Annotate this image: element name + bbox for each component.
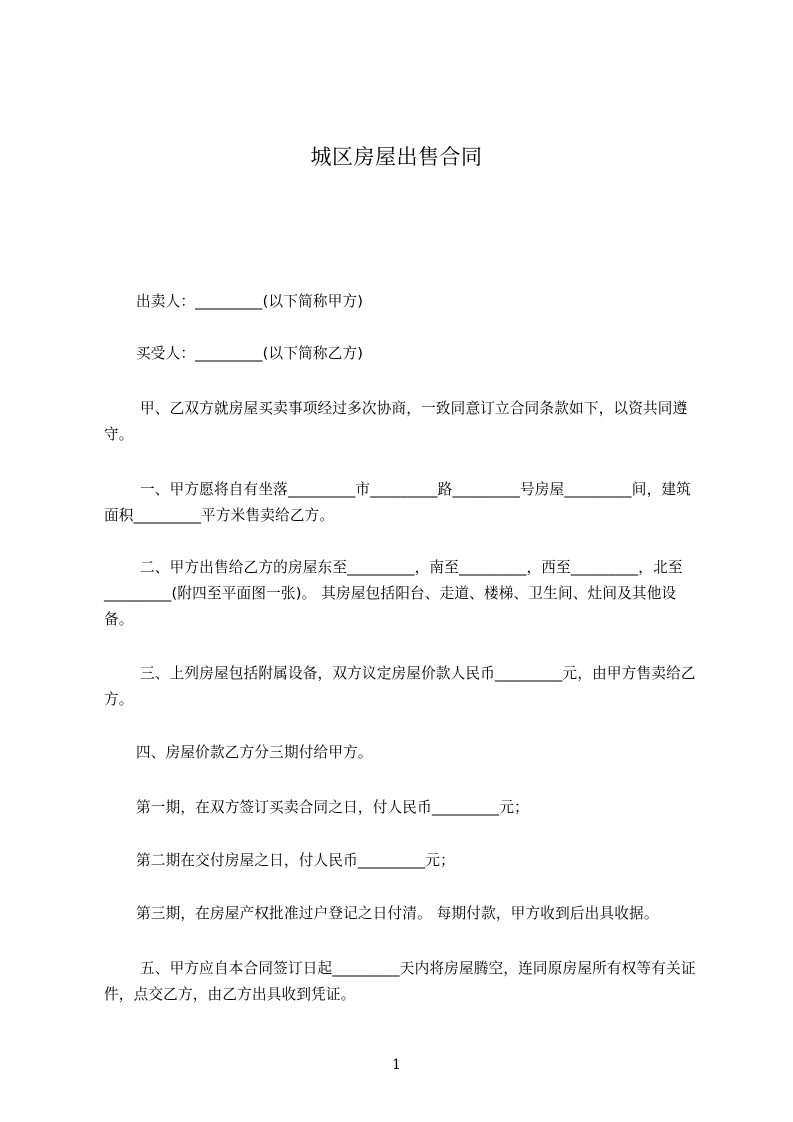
page-number: 1 xyxy=(392,1057,401,1073)
buyer-line: 买受人：_________(以下简称乙方) xyxy=(136,345,364,362)
document-title: 城区房屋出售合同 xyxy=(310,145,483,169)
clause-2-paragraph: 二、甲方出售给乙方的房屋东至_________，南至_________，西至_________，北至_________(附四至平面图一张)。 其房屋包括阳台、走道、楼梯、卫生间、灶间及其他设备。 xyxy=(104,559,683,628)
seller-line: 出卖人：_________(以下简称甲方) xyxy=(136,293,364,310)
payment-phase-2: 第二期在交付房屋之日，付人民币_________元； xyxy=(136,852,455,869)
payment-phase-1: 第一期，在双方签订买卖合同之日，付人民币_________元； xyxy=(136,799,529,816)
clause-4-paragraph: 四、房屋价款乙方分三期付给甲方。 xyxy=(136,744,373,761)
payment-phase-3: 第三期，在房屋产权批准过户登记之日付清。 每期付款，甲方收到后出具收据。 xyxy=(136,905,659,922)
clause-1-paragraph: 一、甲方愿将自有坐落_________市_________路_________号房屋_________间，建筑面积_________平方米售卖给乙方。 xyxy=(104,481,691,524)
clause-3-paragraph: 三、上列房屋包括附属设备，双方议定房屋价款人民币_________元，由甲方售卖给乙方。 xyxy=(104,665,696,708)
preamble-paragraph: 甲、乙双方就房屋买卖事项经过多次协商，一致同意订立合同条款如下，以资共同遵守。 xyxy=(104,400,688,443)
clause-5-paragraph: 五、甲方应自本合同签订日起_________天内将房屋腾空，连同原房屋所有权等有关证件，点交乙方，由乙方出具收到凭证。 xyxy=(104,960,696,1003)
